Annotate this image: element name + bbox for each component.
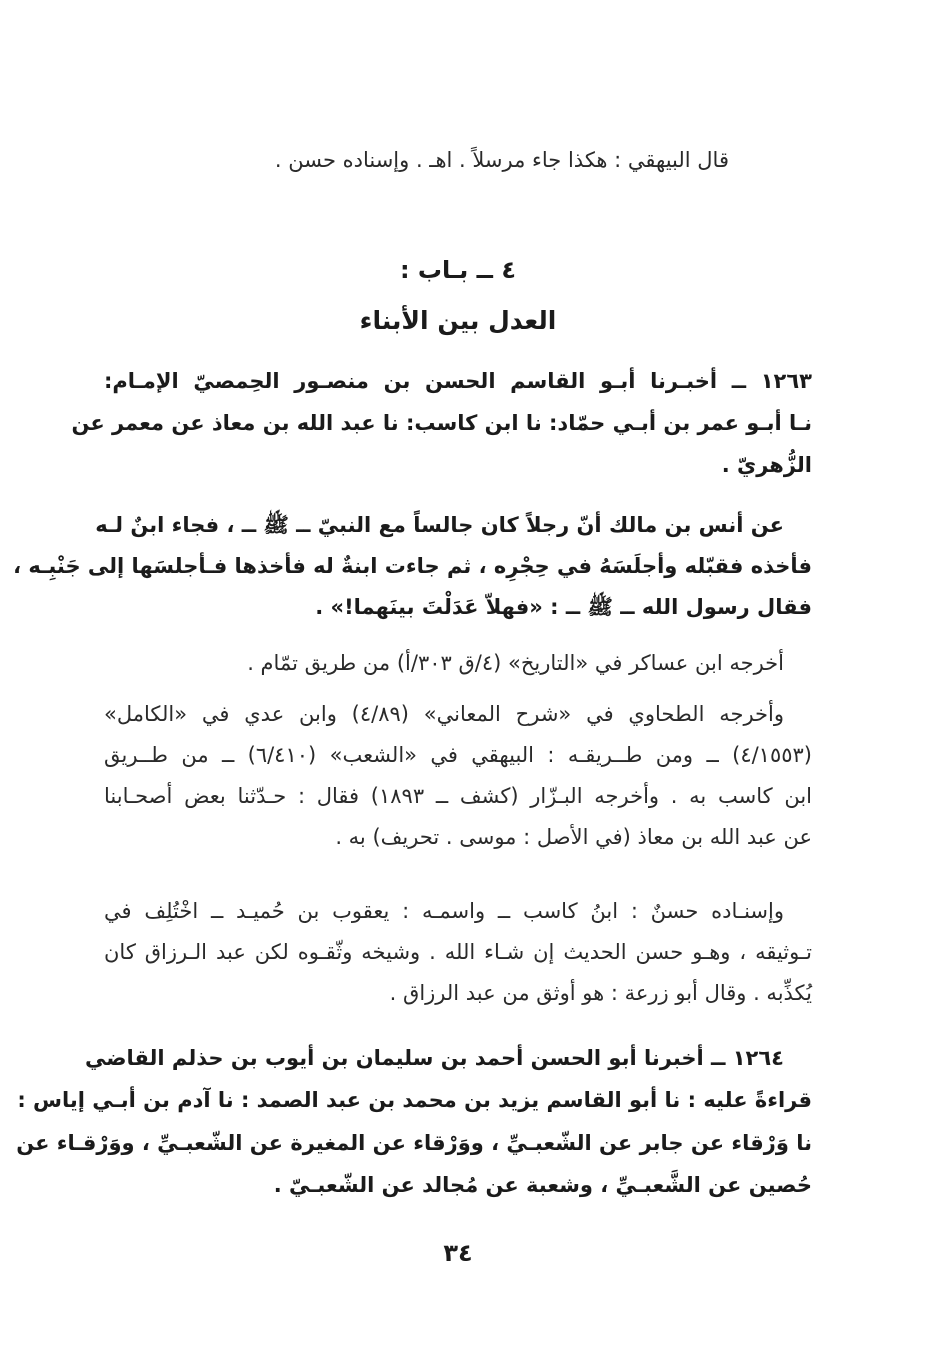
chapter-title: العدل بين الأبناء (359, 306, 557, 335)
grading-line: وإسنـاده حسنٌ : ابنُ كاسب ــ واسمـه : يعقوب بن حُميـد ــ اخْتُلِف في (104, 899, 784, 923)
takhrij-line: ابن كاسب به . وأخرجه البـزّار (كشف ــ ١٨٩٣) فقال : حـدّثنا بعض أصحـابنا (104, 784, 812, 808)
hadith-1263-matn-line: عن أنس بن مالك أنّ رجلاً كان جالساً مع النبيّ ــ ﷺ ــ ، فجاء ابنٌ لـه (95, 513, 784, 537)
hadith-1264-isnad-line: حُصين عن الشَّعبـيِّ ، وشعبة عن مُجالد عن الشّعبـيّ . (273, 1173, 812, 1197)
hadith-1263-isnad-line: نـا أبـو عمر بن أبـي حمّاد: نا ابن كاسب: نا عبد الله بن معاذ عن معمر عن (71, 411, 812, 435)
takhrij-line: وأخرجه الطحاوي في «شرح المعاني» (٤/٨٩) وابن عدي في «الكامل» (104, 702, 784, 726)
page-number: ٣٤ (443, 1239, 473, 1267)
takhrij-line: عن عبد الله بن معاذ (في الأصل : موسى . تحريف) به . (335, 825, 812, 849)
grading-line: تـوثيقه ، وهـو حسن الحديث إن شـاء الله . وشيخه وثّقـوه لكن عبد الـرزاق كان (104, 940, 812, 964)
hadith-1263-matn-line: فقال رسول الله ــ ﷺ ــ : «فهلاّ عَدَلْتَ بينَهما!» . (315, 595, 812, 619)
hadith-1264-isnad-line: قراءةً عليه : نا أبو القاسم يزيد بن محمد بن عبد الصمد : نا آدم بن أبـي إياس : (17, 1088, 812, 1112)
top-note: قال البيهقي : هكذا جاء مرسلاً . اهـ . وإسناده حسن . (274, 148, 729, 172)
hadith-1264-isnad-line: نا وَرْقاء عن جابر عن الشّعبـيِّ ، ووَرْقاء عن المغيرة عن الشّعبـيِّ ، ووَرْقـاء عن (16, 1131, 812, 1155)
hadith-1263-isnad-line: الزُّهريّ . (721, 453, 812, 477)
grading-line: يُكذِّبه . وقال أبو زرعة : هو أوثق من عبد الرزاق . (389, 981, 812, 1005)
hadith-1263-matn-line: فأخذه فقبّله وأجلَسَهُ في حِجْرِه ، ثم جاءت ابنةٌ له فأخذها فـأجلسَها إلى جَنْبِـه ، (13, 554, 812, 578)
hadith-1263-isnad-line: ١٢٦٣ ــ أخبـرنا أبـو القاسم الحسن بن منصـور الحِمصيّ الإمـام: (104, 369, 812, 393)
hadith-1264-isnad-line: ١٢٦٤ ــ أخبرنا أبو الحسن أحمد بن سليمان بن أيوب بن حذلم القاضي (84, 1046, 784, 1070)
chapter-number-line: ٤ ــ بـاب : (399, 256, 517, 284)
takhrij-line: أخرجه ابن عساكر في «التاريخ» (٤/ق ٣٠٣/أ) من طريق تمّام . (247, 651, 784, 675)
takhrij-line: (٤/١٥٥٣) ــ ومن طــريقـه : البيهقي في «الشعب» (٦/٤١٠) ــ من طــريق (104, 743, 812, 767)
